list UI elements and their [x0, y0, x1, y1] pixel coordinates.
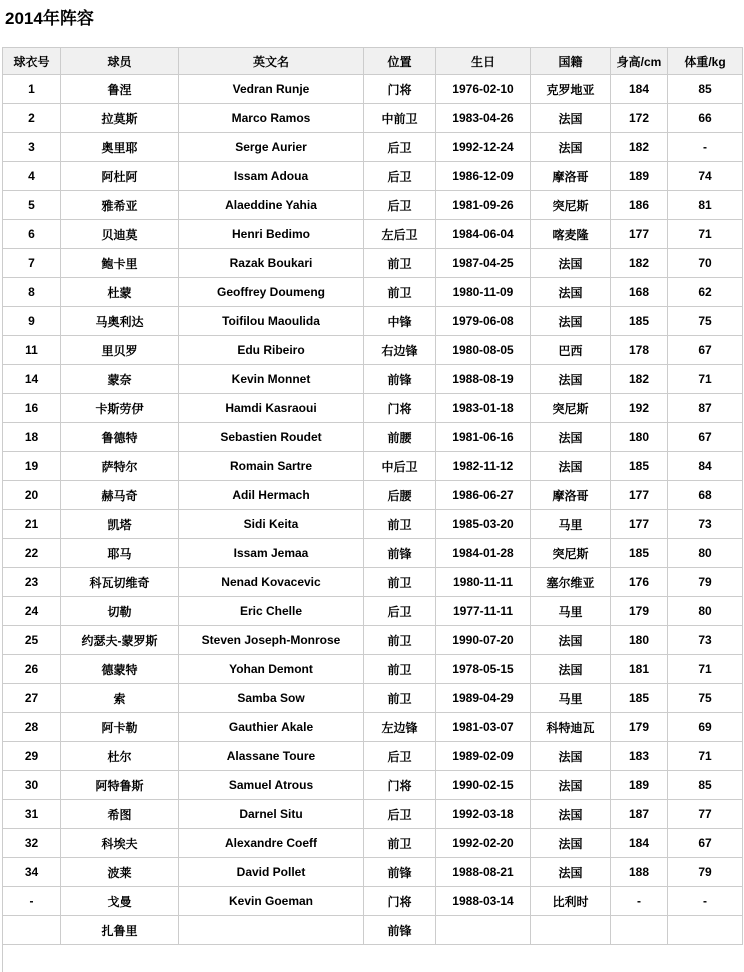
- table-cell: 前锋: [364, 365, 436, 394]
- table-cell: 73: [668, 626, 743, 655]
- column-header: 球衣号: [3, 48, 61, 75]
- table-cell: 中前卫: [364, 104, 436, 133]
- table-cell: 182: [611, 249, 668, 278]
- table-cell: 2: [3, 104, 61, 133]
- table-cell: 172: [611, 104, 668, 133]
- table-cell: Issam Jemaa: [179, 539, 364, 568]
- table-cell: 73: [668, 510, 743, 539]
- table-cell: Gauthier Akale: [179, 713, 364, 742]
- table-cell: 179: [611, 597, 668, 626]
- column-header: 国籍: [531, 48, 611, 75]
- table-row: [3, 713, 743, 742]
- table-cell: 前锋: [364, 916, 436, 945]
- table-cell: 1980-11-11: [436, 568, 531, 597]
- table-cell: 67: [668, 829, 743, 858]
- table-cell: Vedran Runje: [179, 75, 364, 104]
- table-row: [3, 162, 743, 191]
- table-cell: 克罗地亚: [531, 75, 611, 104]
- table-cell: 前卫: [364, 655, 436, 684]
- table-cell: 鲁涅: [61, 75, 179, 104]
- table-cell: 前卫: [364, 278, 436, 307]
- table-cell: 189: [611, 771, 668, 800]
- table-cell: 185: [611, 539, 668, 568]
- table-cell: 177: [611, 481, 668, 510]
- table-row: [3, 916, 743, 945]
- table-cell: 186: [611, 191, 668, 220]
- table-cell: 后卫: [364, 800, 436, 829]
- table-cell: 1976-02-10: [436, 75, 531, 104]
- table-cell: Darnel Situ: [179, 800, 364, 829]
- table-cell: Kevin Goeman: [179, 887, 364, 916]
- table-cell: 29: [3, 742, 61, 771]
- table-row: [3, 539, 743, 568]
- table-cell: 1988-08-21: [436, 858, 531, 887]
- table-cell: 1980-08-05: [436, 336, 531, 365]
- table-cell: 1983-04-26: [436, 104, 531, 133]
- table-cell: 71: [668, 220, 743, 249]
- table-cell: 11: [3, 336, 61, 365]
- table-cell: 1990-02-15: [436, 771, 531, 800]
- table-row: [3, 742, 743, 771]
- table-cell: 1981-03-07: [436, 713, 531, 742]
- table-cell: 71: [668, 655, 743, 684]
- table-cell: 左后卫: [364, 220, 436, 249]
- table-cell: 法国: [531, 365, 611, 394]
- table-cell: 1984-01-28: [436, 539, 531, 568]
- table-cell: 1986-06-27: [436, 481, 531, 510]
- table-row: [3, 75, 743, 104]
- table-cell: 87: [668, 394, 743, 423]
- table-cell: 法国: [531, 104, 611, 133]
- table-cell: 德蒙特: [61, 655, 179, 684]
- table-cell: 法国: [531, 278, 611, 307]
- table-cell: [179, 916, 364, 945]
- table-cell: 19: [3, 452, 61, 481]
- table-cell: 24: [3, 597, 61, 626]
- table-cell: [531, 916, 611, 945]
- table-cell: Yohan Demont: [179, 655, 364, 684]
- table-cell: 1983-01-18: [436, 394, 531, 423]
- table-cell: 阿卡勒: [61, 713, 179, 742]
- table-cell: 耶马: [61, 539, 179, 568]
- table-cell: 182: [611, 133, 668, 162]
- table-row: [3, 452, 743, 481]
- table-row: [3, 771, 743, 800]
- table-cell: 约瑟夫-蒙罗斯: [61, 626, 179, 655]
- table-cell: 塞尔维亚: [531, 568, 611, 597]
- table-cell: 67: [668, 336, 743, 365]
- table-cell: 180: [611, 626, 668, 655]
- table-cell: 突尼斯: [531, 394, 611, 423]
- table-row: [3, 887, 743, 916]
- table-cell: 177: [611, 220, 668, 249]
- column-header: 体重/kg: [668, 48, 743, 75]
- column-header: 身高/cm: [611, 48, 668, 75]
- table-cell: 21: [3, 510, 61, 539]
- table-cell: 鲁德特: [61, 423, 179, 452]
- table-cell: 右边锋: [364, 336, 436, 365]
- table-cell: [668, 916, 743, 945]
- table-cell: 1986-12-09: [436, 162, 531, 191]
- table-cell: 80: [668, 597, 743, 626]
- table-row: [3, 800, 743, 829]
- table-cell: 71: [668, 365, 743, 394]
- table-row: [3, 365, 743, 394]
- table-cell: 萨特尔: [61, 452, 179, 481]
- table-cell: 79: [668, 858, 743, 887]
- table-cell: 科埃夫: [61, 829, 179, 858]
- table-cell: 里贝罗: [61, 336, 179, 365]
- table-cell: 后腰: [364, 481, 436, 510]
- table-cell: Samba Sow: [179, 684, 364, 713]
- table-cell: 168: [611, 278, 668, 307]
- table-cell: 74: [668, 162, 743, 191]
- table-cell: 182: [611, 365, 668, 394]
- table-cell: 前锋: [364, 858, 436, 887]
- table-row: [3, 829, 743, 858]
- table-row: [3, 423, 743, 452]
- table-cell: 前卫: [364, 249, 436, 278]
- table-cell: 1981-06-16: [436, 423, 531, 452]
- table-cell: -: [668, 887, 743, 916]
- table-cell: 180: [611, 423, 668, 452]
- table-cell: 62: [668, 278, 743, 307]
- table-cell: 法国: [531, 655, 611, 684]
- table-body: [3, 75, 743, 945]
- table-cell: 索: [61, 684, 179, 713]
- table-cell: Alaeddine Yahia: [179, 191, 364, 220]
- table-cell: 法国: [531, 423, 611, 452]
- table-cell: 75: [668, 307, 743, 336]
- table-cell: 法国: [531, 249, 611, 278]
- table-row: [3, 307, 743, 336]
- table-cell: 法国: [531, 307, 611, 336]
- table-cell: 23: [3, 568, 61, 597]
- table-cell: 1988-08-19: [436, 365, 531, 394]
- table-cell: 希图: [61, 800, 179, 829]
- table-cell: 9: [3, 307, 61, 336]
- table-cell: 188: [611, 858, 668, 887]
- table-cell: 科瓦切维奇: [61, 568, 179, 597]
- table-cell: 1992-02-20: [436, 829, 531, 858]
- table-cell: Sebastien Roudet: [179, 423, 364, 452]
- table-cell: Hamdi Kasraoui: [179, 394, 364, 423]
- table-row: [3, 336, 743, 365]
- table-cell: 80: [668, 539, 743, 568]
- table-cell: [436, 916, 531, 945]
- table-cell: 81: [668, 191, 743, 220]
- table-cell: 突尼斯: [531, 539, 611, 568]
- table-row: [3, 858, 743, 887]
- table-cell: 1992-12-24: [436, 133, 531, 162]
- table-cell: 阿特鲁斯: [61, 771, 179, 800]
- table-cell: Alexandre Coeff: [179, 829, 364, 858]
- table-cell: 喀麦隆: [531, 220, 611, 249]
- table-cell: 马里: [531, 510, 611, 539]
- table-cell: 巴西: [531, 336, 611, 365]
- table-row: [3, 278, 743, 307]
- table-cell: 左边锋: [364, 713, 436, 742]
- table-cell: 178: [611, 336, 668, 365]
- table-cell: 法国: [531, 626, 611, 655]
- table-row: [3, 655, 743, 684]
- table-cell: 1988-03-14: [436, 887, 531, 916]
- table-cell: 75: [668, 684, 743, 713]
- table-cell: 雅希亚: [61, 191, 179, 220]
- table-cell: 1: [3, 75, 61, 104]
- table-cell: 比利时: [531, 887, 611, 916]
- table-cell: Edu Ribeiro: [179, 336, 364, 365]
- table-cell: 22: [3, 539, 61, 568]
- table-cell: 14: [3, 365, 61, 394]
- table-cell: 66: [668, 104, 743, 133]
- table-cell: 阿杜阿: [61, 162, 179, 191]
- table-cell: Alassane Toure: [179, 742, 364, 771]
- partial-empty-row: [2, 945, 744, 972]
- table-row: [3, 220, 743, 249]
- table-cell: Steven Joseph-Monrose: [179, 626, 364, 655]
- table-cell: 77: [668, 800, 743, 829]
- table-cell: 后卫: [364, 133, 436, 162]
- table-cell: 法国: [531, 771, 611, 800]
- table-cell: 1977-11-11: [436, 597, 531, 626]
- table-cell: 前腰: [364, 423, 436, 452]
- table-row: [3, 626, 743, 655]
- table-cell: Eric Chelle: [179, 597, 364, 626]
- table-cell: 1989-02-09: [436, 742, 531, 771]
- table-cell: 5: [3, 191, 61, 220]
- table-cell: 摩洛哥: [531, 481, 611, 510]
- table-cell: Henri Bedimo: [179, 220, 364, 249]
- table-cell: 中后卫: [364, 452, 436, 481]
- table-cell: 1978-05-15: [436, 655, 531, 684]
- table-cell: 181: [611, 655, 668, 684]
- table-cell: 28: [3, 713, 61, 742]
- table-cell: 法国: [531, 742, 611, 771]
- table-cell: 8: [3, 278, 61, 307]
- table-cell: 卡斯劳伊: [61, 394, 179, 423]
- table-cell: 前卫: [364, 684, 436, 713]
- table-cell: 3: [3, 133, 61, 162]
- table-cell: 杜蒙: [61, 278, 179, 307]
- table-cell: 奥里耶: [61, 133, 179, 162]
- table-cell: 183: [611, 742, 668, 771]
- table-cell: 门将: [364, 771, 436, 800]
- table-cell: 176: [611, 568, 668, 597]
- table-cell: Issam Adoua: [179, 162, 364, 191]
- table-cell: 法国: [531, 800, 611, 829]
- table-row: [3, 394, 743, 423]
- table-cell: 后卫: [364, 162, 436, 191]
- table-cell: 突尼斯: [531, 191, 611, 220]
- table-cell: 1985-03-20: [436, 510, 531, 539]
- table-cell: 门将: [364, 887, 436, 916]
- table-cell: 赫马奇: [61, 481, 179, 510]
- table-cell: 189: [611, 162, 668, 191]
- table-cell: 31: [3, 800, 61, 829]
- table-cell: -: [668, 133, 743, 162]
- page-title: 2014年阵容: [5, 9, 94, 28]
- table-cell: 贝迪莫: [61, 220, 179, 249]
- table-cell: 67: [668, 423, 743, 452]
- table-cell: 184: [611, 829, 668, 858]
- table-cell: 84: [668, 452, 743, 481]
- table-cell: 前卫: [364, 510, 436, 539]
- table-cell: 1989-04-29: [436, 684, 531, 713]
- table-cell: Toifilou Maoulida: [179, 307, 364, 336]
- table-cell: 法国: [531, 452, 611, 481]
- header-row: [3, 48, 743, 75]
- table-cell: [611, 916, 668, 945]
- table-cell: 前锋: [364, 539, 436, 568]
- table-cell: 1982-11-12: [436, 452, 531, 481]
- table-cell: [3, 916, 61, 945]
- table-cell: 后卫: [364, 191, 436, 220]
- table-cell: 179: [611, 713, 668, 742]
- table-row: [3, 568, 743, 597]
- table-cell: 中锋: [364, 307, 436, 336]
- table-cell: 7: [3, 249, 61, 278]
- table-cell: 177: [611, 510, 668, 539]
- table-cell: 1987-04-25: [436, 249, 531, 278]
- table-cell: 68: [668, 481, 743, 510]
- table-cell: Sidi Keita: [179, 510, 364, 539]
- table-cell: 凯塔: [61, 510, 179, 539]
- table-cell: 扎鲁里: [61, 916, 179, 945]
- table-cell: 185: [611, 452, 668, 481]
- column-header: 位置: [364, 48, 436, 75]
- table-cell: 切勒: [61, 597, 179, 626]
- table-cell: 杜尔: [61, 742, 179, 771]
- table-cell: 26: [3, 655, 61, 684]
- table-cell: 马奥利达: [61, 307, 179, 336]
- table-cell: 185: [611, 307, 668, 336]
- table-row: [3, 191, 743, 220]
- table-cell: 摩洛哥: [531, 162, 611, 191]
- table-cell: -: [3, 887, 61, 916]
- table-cell: Adil Hermach: [179, 481, 364, 510]
- table-cell: Nenad Kovacevic: [179, 568, 364, 597]
- table-cell: -: [611, 887, 668, 916]
- table-cell: 27: [3, 684, 61, 713]
- table-cell: Razak Boukari: [179, 249, 364, 278]
- table-cell: 波莱: [61, 858, 179, 887]
- table-cell: 69: [668, 713, 743, 742]
- column-header: 生日: [436, 48, 531, 75]
- table-cell: Serge Aurier: [179, 133, 364, 162]
- table-row: [3, 684, 743, 713]
- table-cell: 1980-11-09: [436, 278, 531, 307]
- table-cell: 蒙奈: [61, 365, 179, 394]
- table-cell: 71: [668, 742, 743, 771]
- table-cell: 25: [3, 626, 61, 655]
- column-header: 英文名: [179, 48, 364, 75]
- table-cell: 法国: [531, 829, 611, 858]
- table-cell: Kevin Monnet: [179, 365, 364, 394]
- table-cell: 85: [668, 75, 743, 104]
- table-cell: 前卫: [364, 829, 436, 858]
- table-cell: 法国: [531, 858, 611, 887]
- table-cell: 马里: [531, 597, 611, 626]
- table-cell: 1990-07-20: [436, 626, 531, 655]
- table-cell: 70: [668, 249, 743, 278]
- table-row: [3, 133, 743, 162]
- table-cell: 4: [3, 162, 61, 191]
- table-cell: 6: [3, 220, 61, 249]
- table-cell: 1984-06-04: [436, 220, 531, 249]
- table-row: [3, 510, 743, 539]
- table-cell: 18: [3, 423, 61, 452]
- table-cell: 34: [3, 858, 61, 887]
- table-cell: 1992-03-18: [436, 800, 531, 829]
- table-cell: 鲍卡里: [61, 249, 179, 278]
- table-cell: 科特迪瓦: [531, 713, 611, 742]
- table-cell: 184: [611, 75, 668, 104]
- table-cell: 32: [3, 829, 61, 858]
- table-cell: 16: [3, 394, 61, 423]
- table-cell: 法国: [531, 133, 611, 162]
- table-cell: 20: [3, 481, 61, 510]
- table-cell: 30: [3, 771, 61, 800]
- table-cell: Geoffrey Doumeng: [179, 278, 364, 307]
- table-cell: 1981-09-26: [436, 191, 531, 220]
- table-row: [3, 104, 743, 133]
- table-cell: 戈曼: [61, 887, 179, 916]
- column-header: 球员: [61, 48, 179, 75]
- table-cell: 门将: [364, 394, 436, 423]
- table-cell: 187: [611, 800, 668, 829]
- table-cell: 前卫: [364, 626, 436, 655]
- squad-table: [2, 47, 743, 945]
- table-cell: 192: [611, 394, 668, 423]
- table-cell: 85: [668, 771, 743, 800]
- table-cell: Romain Sartre: [179, 452, 364, 481]
- table-cell: 马里: [531, 684, 611, 713]
- table-row: [3, 481, 743, 510]
- table-cell: Samuel Atrous: [179, 771, 364, 800]
- table-cell: 后卫: [364, 742, 436, 771]
- table-row: [3, 597, 743, 626]
- table-cell: Marco Ramos: [179, 104, 364, 133]
- table-cell: 后卫: [364, 597, 436, 626]
- table-cell: 前卫: [364, 568, 436, 597]
- table-cell: 79: [668, 568, 743, 597]
- table-cell: 1979-06-08: [436, 307, 531, 336]
- table-cell: 拉莫斯: [61, 104, 179, 133]
- table-row: [3, 249, 743, 278]
- table-cell: 门将: [364, 75, 436, 104]
- table-cell: David Pollet: [179, 858, 364, 887]
- table-cell: 185: [611, 684, 668, 713]
